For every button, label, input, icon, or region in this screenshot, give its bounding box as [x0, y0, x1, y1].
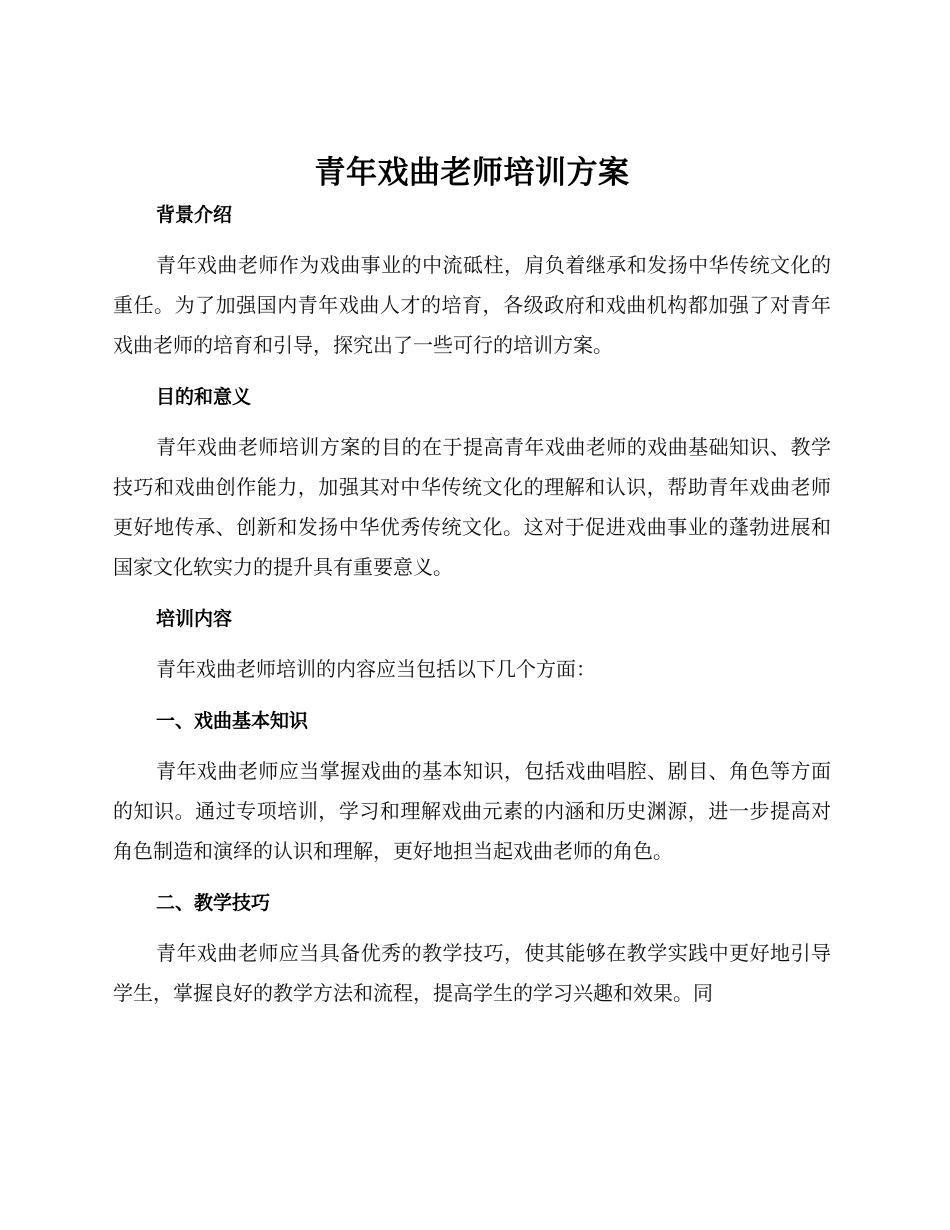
section-heading-teaching-skills: 二、教学技巧	[156, 892, 271, 914]
section-paragraph-basic-knowledge: 青年戏曲老师应当掌握戏曲的基本知识，包括戏曲唱腔、剧目、角色等方面的知识。通过专项培训，学习和理解戏曲元素的内涵和历史渊源，进一步提高对角色制造和演绎的认识和理解，更好地担当起戏曲老师的角色。	[113, 759, 831, 863]
section-heading-content: 培训内容	[156, 608, 233, 630]
section-paragraph-background: 青年戏曲老师作为戏曲事业的中流砥柱，肩负着继承和发扬中华传统文化的重任。为了加强国内青年戏曲人才的培育，各级政府和戏曲机构都加强了对青年戏曲老师的培育和引导，探究出了一些可行的培训方案。	[113, 253, 831, 357]
document-title: 青年戏曲老师培训方案	[314, 155, 630, 191]
section-paragraph-content: 青年戏曲老师培训的内容应当包括以下几个方面：	[156, 657, 596, 681]
section-heading-background: 背景介绍	[156, 204, 233, 226]
section-heading-purpose: 目的和意义	[156, 386, 252, 408]
section-paragraph-teaching-skills: 青年戏曲老师应当具备优秀的教学技巧，使其能够在教学实践中更好地引导学生，掌握良好的教学方法和流程，提高学生的学习兴趣和效果。同	[113, 941, 831, 1005]
section-paragraph-purpose: 青年戏曲老师培训方案的目的在于提高青年戏曲老师的戏曲基础知识、教学技巧和戏曲创作能力，加强其对中华传统文化的理解和认识，帮助青年戏曲老师更好地传承、创新和发扬中华优秀传统文化。这对于促进戏曲事业的蓬勃进展和国家文化软实力的提升具有重要意义。	[113, 435, 831, 579]
section-heading-basic-knowledge: 一、戏曲基本知识	[156, 710, 309, 732]
document-body	[113, 150, 831, 1013]
